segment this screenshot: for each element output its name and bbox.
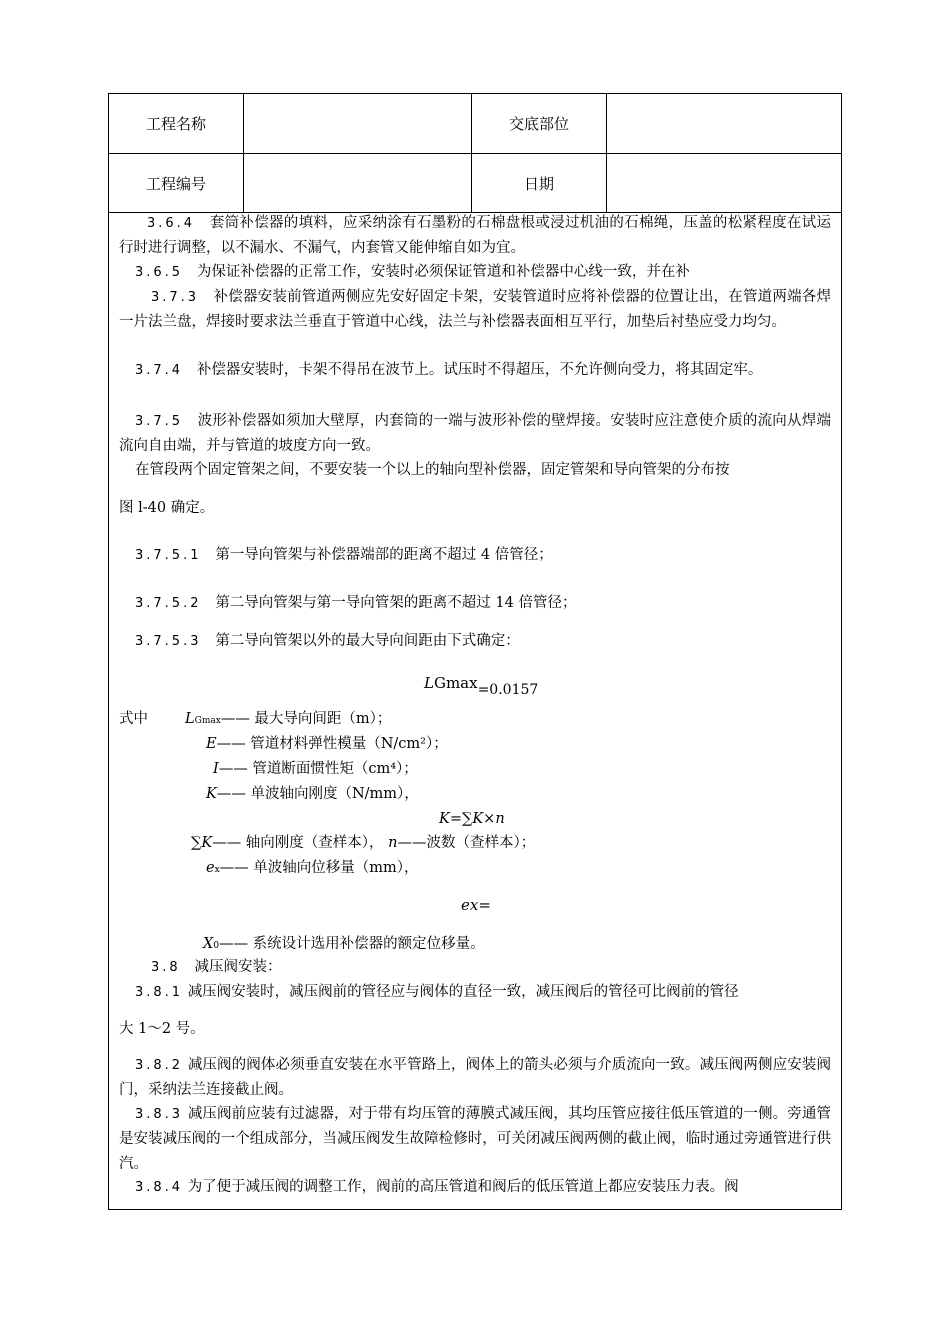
para-3-7-5: 3.7.5 波形补偿器如须加大壁厚，内套筒的一端与波形补偿的壁焊接。安装时应注意使介质的流向从焊端流向自由端，并与管道的坡度方向一致。 xyxy=(119,413,832,454)
para-between-2: 图 l-40 确定。 xyxy=(119,500,215,516)
def-i: I—— 管道断面惯性矩（cm⁴）； xyxy=(213,761,418,777)
para-3-7-4: 3.7.4 补偿器安装时，卡架不得吊在波节上。试压时不得超压，不允许侧向受力，将其固定牢。 xyxy=(135,362,763,378)
para-3-7-5-2: 3.7.5.2 第二导向管架与第一导向管架的距离不超过 14 倍管径； xyxy=(135,595,577,611)
para-3-7-5-3: 3.7.5.3 第二导向管架以外的最大导向间距由下式确定： xyxy=(135,633,520,649)
date-label: 日期 xyxy=(523,174,554,193)
para-3-7-3: 3.7.3 补偿器安装前管道两侧应先安好固定卡架，安装管道时应将补偿器的位置让出，在管道两端各焊一片法兰盘，焊接时要求法兰垂直于管道中心线，法兰与补偿器表面相互平行，加垫后衬垫应受力均匀。 xyxy=(119,289,832,330)
def-k: K—— 单波轴向刚度（N/mm）， xyxy=(206,786,419,802)
document-body xyxy=(109,213,841,1209)
para-3-8-4: 3.8.4 为了便于减压阀的调整工作，阀前的高压管道和阀后的低压管道上都应安装压力表。阀 xyxy=(135,1179,739,1195)
divider-1 xyxy=(243,94,244,213)
def-x0: X0—— 系统设计选用补偿器的额定位移量。 xyxy=(203,936,485,952)
def-lgmax: LGmax—— 最大导向间距（m）； xyxy=(185,711,392,727)
def-e: E—— 管道材料弹性模量（N/cm²）； xyxy=(206,736,448,752)
project-name-label: 工程名称 xyxy=(145,115,206,133)
divider-3 xyxy=(606,94,607,213)
formula-ex: ex= xyxy=(461,896,491,914)
location-label: 交底部位 xyxy=(508,115,569,133)
project-no-label: 工程编号 xyxy=(145,174,206,193)
header-row-1 xyxy=(109,94,841,154)
para-3-8: 3.8 减压阀安装： xyxy=(151,959,282,975)
formula-lgmax: LGmax=0.0157 xyxy=(424,674,539,698)
document-frame xyxy=(108,93,842,1210)
header-row-2 xyxy=(109,154,841,213)
para-3-6-5: 3.6.5 为保证补偿器的正常工作，安装时必须保证管道和补偿器中心线一致，并在补 xyxy=(135,264,690,280)
formula-k: K=∑K×n xyxy=(439,811,505,827)
para-between: 在管段两个固定管架之间，不要安装一个以上的轴向型补偿器，固定管架和导向管架的分布按 xyxy=(135,462,730,478)
divider-2 xyxy=(471,94,472,213)
para-3-8-1-cont: 大 1～2 号。 xyxy=(119,1021,205,1037)
def-ex: ex—— 单波轴向位移量（mm）， xyxy=(206,860,419,876)
def-sum-k: ∑K—— 轴向刚度（查样本）， n——波数（查样本）； xyxy=(191,835,536,851)
para-3-6-4: 3.6.4 套筒补偿器的填料，应采纳涂有石墨粉的石棉盘根或浸过机油的石棉绳，压盖的松紧程度在试运行时进行调整，以不漏水、不漏气，内套管又能伸缩自如为宜。 xyxy=(119,215,832,256)
date-value[interactable] xyxy=(607,154,841,212)
where-label: 式中 xyxy=(119,711,148,727)
para-3-8-3: 3.8.3 减压阀前应装有过滤器，对于带有均压管的薄膜式减压阀，其均压管应接往低压管道的一侧。旁通管是安装减压阀的一个组成部分，当减压阀发生故障检修时，可关闭减压阀两侧的截止阀，临时通过旁通管进行供汽。 xyxy=(119,1106,832,1172)
para-3-8-2: 3.8.2 减压阀的阀体必须垂直安装在水平管路上，阀体上的箭头必须与介质流向一致。减压阀两侧应安装阀门，采纳法兰连接截止阀。 xyxy=(119,1057,832,1098)
para-3-7-5-1: 3.7.5.1 第一导向管架与补偿器端部的距离不超过 4 倍管径； xyxy=(135,547,553,563)
location-value[interactable] xyxy=(607,94,841,153)
project-name-value[interactable] xyxy=(243,94,471,153)
project-no-value[interactable] xyxy=(243,154,471,212)
para-3-8-1: 3.8.1 减压阀安装时，减压阀前的管径应与阀体的直径一致，减压阀后的管径可比阀前的管径 xyxy=(135,984,739,1000)
